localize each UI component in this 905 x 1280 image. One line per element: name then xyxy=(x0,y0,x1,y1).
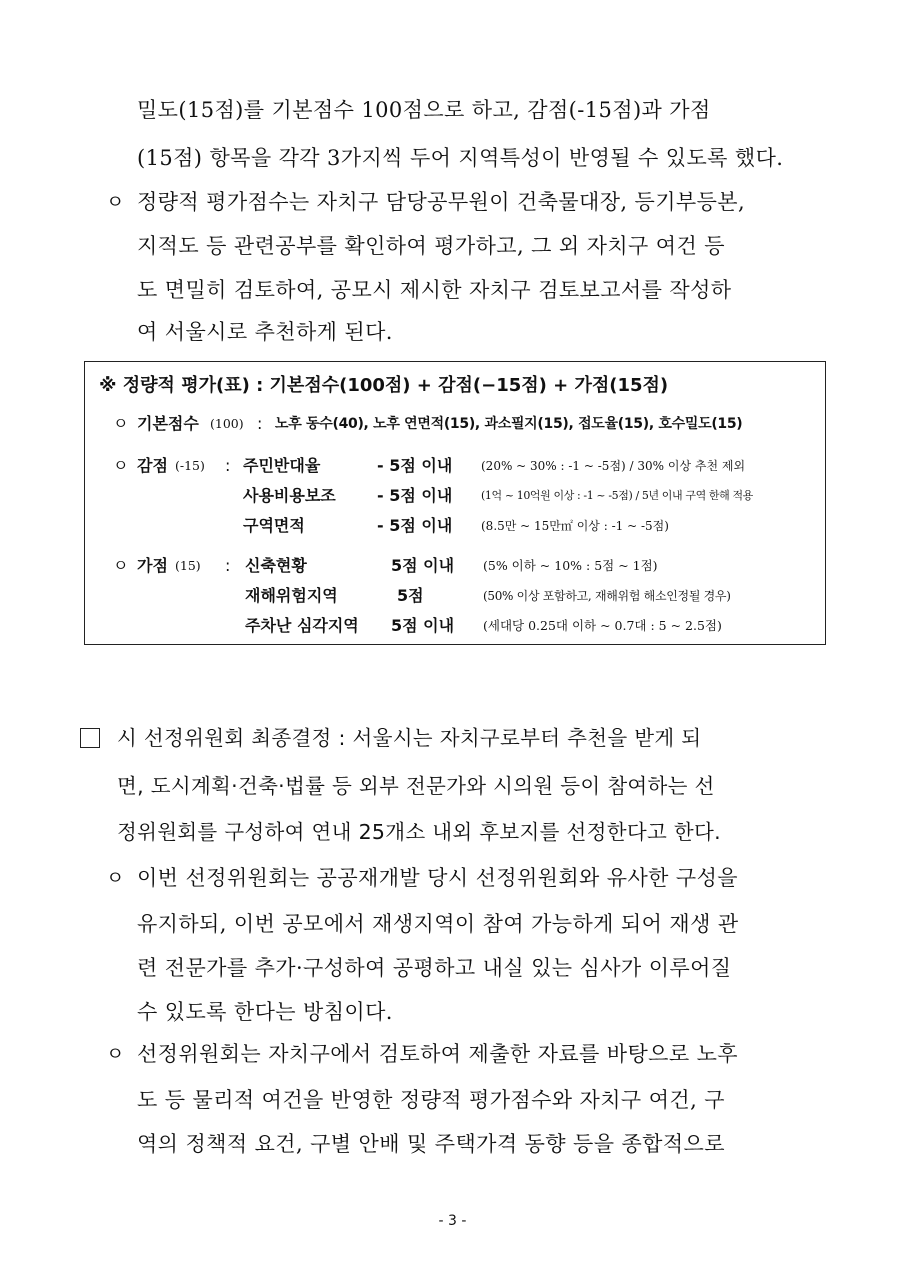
section-line: 면, 도시계획·건축·법률 등 외부 전문가와 시의원 등이 참여하는 선 xyxy=(117,774,715,798)
criteria-score: 5점 xyxy=(397,586,424,605)
bullet-line: 역의 정책적 요건, 구별 안배 및 주택가격 동향 등을 종합적으로 xyxy=(137,1132,725,1156)
paragraph-line: (15점) 항목을 각각 3가지씩 두어 지역특성이 반영될 수 있도록 했다. xyxy=(137,146,784,170)
bullet-line: 도 면밀히 검토하여, 공모시 제시한 자치구 검토보고서를 작성하 xyxy=(137,278,732,302)
bullet-line: 여 서울시로 추천하게 된다. xyxy=(137,320,393,344)
circle-marker: ㅇ xyxy=(113,414,129,433)
section-checkbox-icon xyxy=(80,728,100,748)
criteria-score: - 5점 이내 xyxy=(377,486,453,505)
circle-marker: ㅇ xyxy=(113,456,129,475)
circle-marker: ㅇ xyxy=(113,556,129,575)
bullet-line: 선정위원회는 자치구에서 검토하여 제출한 자료를 바탕으로 노후 xyxy=(137,1042,738,1066)
criteria-name: 구역면적 xyxy=(243,516,305,535)
criteria-note: (8.5만 ~ 15만㎡ 이상 : -1 ~ -5점) xyxy=(481,519,669,533)
criteria-score: - 5점 이내 xyxy=(377,516,453,535)
criteria-note: (세대당 0.25대 이하 ~ 0.7대 : 5 ~ 2.5점) xyxy=(483,618,722,633)
basic-label: 기본점수 xyxy=(137,414,199,433)
colon: : xyxy=(257,414,263,433)
criteria-note: (1억 ~ 10억원 이상 : -1 ~ -5점) / 5년 이내 구역 한해 적용 xyxy=(481,489,753,502)
basic-items: 노후 동수(40), 노후 연면적(15), 과소필지(15), 접도율(15), 호수밀도(15) xyxy=(275,416,743,432)
colon: : xyxy=(225,556,231,575)
evaluation-box xyxy=(84,361,826,645)
basic-points: (100) xyxy=(210,416,244,431)
criteria-note: (5% 이하 ~ 10% : 5점 ~ 1점) xyxy=(483,558,658,573)
plus-points: (15) xyxy=(175,558,201,573)
section-line: 정위원회를 구성하여 연내 25개소 내외 후보지를 선정한다고 한다. xyxy=(117,820,721,844)
paragraph-line: 밀도(15점)를 기본점수 100점으로 하고, 감점(-15점)과 가점 xyxy=(137,98,711,122)
colon: : xyxy=(225,456,231,475)
bullet-marker: ㅇ xyxy=(106,867,125,889)
bullet-line: 지적도 등 관련공부를 확인하여 평가하고, 그 외 자치구 여건 등 xyxy=(137,234,725,258)
bullet-line: 도 등 물리적 여건을 반영한 정량적 평가점수와 자치구 여건, 구 xyxy=(137,1088,725,1112)
criteria-score: - 5점 이내 xyxy=(377,456,453,475)
criteria-name: 재해위험지역 xyxy=(245,586,338,605)
criteria-name: 주차난 심각지역 xyxy=(245,616,359,635)
bullet-marker: ㅇ xyxy=(106,191,125,213)
bullet-line: 련 전문가를 추가·구성하여 공평하고 내실 있는 심사가 이루어질 xyxy=(137,956,732,980)
evaluation-title: ※ 정량적 평가(표) : 기본점수(100점) + 감점(−15점) + 가점(15점) xyxy=(99,375,669,396)
bullet-line: 정량적 평가점수는 자치구 담당공무원이 건축물대장, 등기부등본, xyxy=(137,190,746,214)
criteria-name: 신축현황 xyxy=(245,556,307,575)
bullet-line: 유지하되, 이번 공모에서 재생지역이 참여 가능하게 되어 재생 관 xyxy=(137,912,739,936)
criteria-note: (20% ~ 30% : -1 ~ -5점) / 30% 이상 추천 제외 xyxy=(481,459,746,473)
criteria-score: 5점 이내 xyxy=(391,616,455,635)
criteria-score: 5점 이내 xyxy=(391,556,455,575)
bullet-line: 이번 선정위원회는 공공재개발 당시 선정위원회와 유사한 구성을 xyxy=(137,866,738,890)
criteria-name: 주민반대율 xyxy=(243,456,321,475)
bullet-marker: ㅇ xyxy=(106,1043,125,1065)
minus-label: 감점 xyxy=(137,456,168,475)
page-number: - 3 - xyxy=(438,1213,467,1229)
plus-label: 가점 xyxy=(137,556,168,575)
criteria-note: (50% 이상 포함하고, 재해위험 해소인정될 경우) xyxy=(483,589,731,603)
criteria-name: 사용비용보조 xyxy=(243,486,336,505)
bullet-line: 수 있도록 한다는 방침이다. xyxy=(137,1000,393,1024)
section-line: 시 선정위원회 최종결정 : 서울시는 자치구로부터 추천을 받게 되 xyxy=(117,726,702,750)
minus-points: (-15) xyxy=(175,458,205,473)
